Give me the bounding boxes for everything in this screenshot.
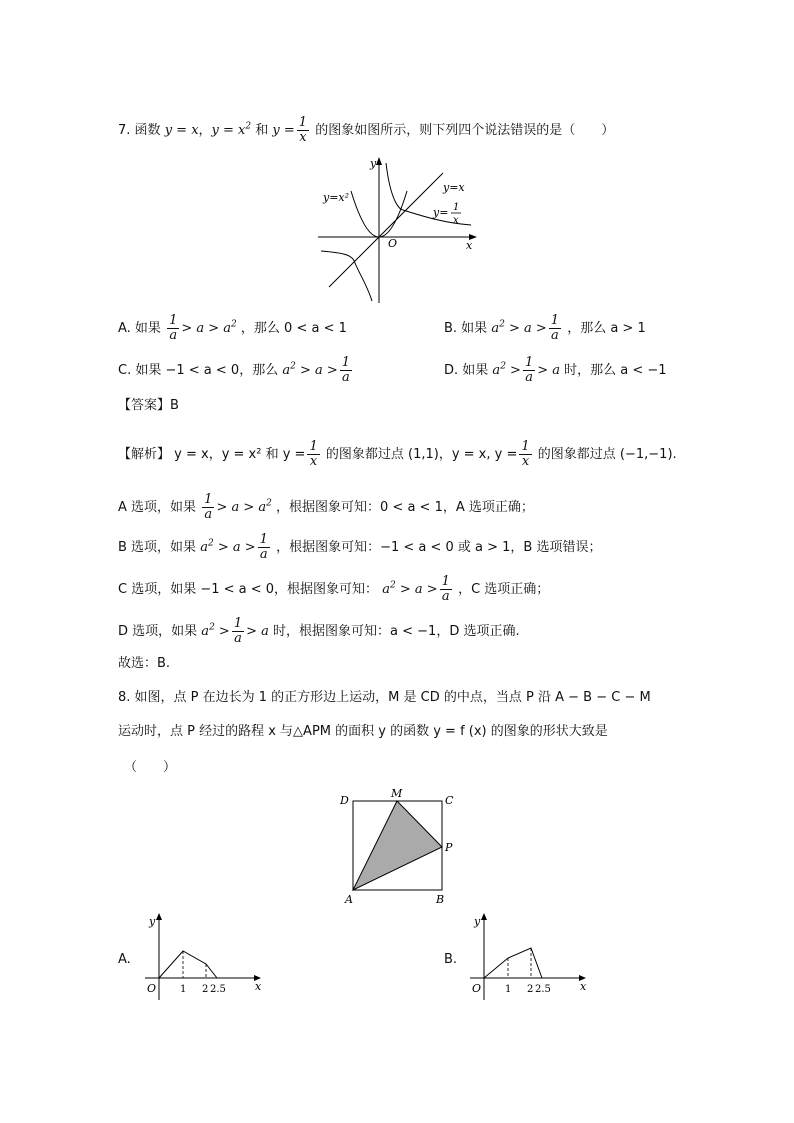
b-tick-2: 2 xyxy=(527,984,534,995)
label-y-inv: y= xyxy=(433,206,449,219)
analysis-head: 【解析】 xyxy=(118,447,171,462)
option-b-pre: B. 如果 xyxy=(444,321,488,336)
label-A: A xyxy=(345,893,353,906)
option-a-pre: A. 如果 xyxy=(118,321,161,336)
q8-option-a-label: A. xyxy=(118,952,131,967)
b-origin: O xyxy=(472,982,482,995)
q7-option-c: C. 如果 −1 < a < 0，那么 $a^2 > a$ > $\frac{1}{a}$ xyxy=(118,355,351,385)
b-tick-1: 1 xyxy=(505,984,512,995)
q7-analysis-a: A 选项，如果 $\frac{1}{a}$ > $a > a^2$ ，根据图象可知：0 < a < 1，A 选项正确； xyxy=(118,492,534,522)
label-P: P xyxy=(445,841,453,854)
q7-stem: 7. 函数 y = x，$y = x^2$ 和 y = $\frac{1}{x}$ 的图象如图所示，则下列四个说法错误的是（ ） xyxy=(118,115,615,145)
q7-conclusion: 故选：B. xyxy=(118,656,171,671)
analysis-b-pre: B 选项，如果 xyxy=(118,540,197,555)
analysis-c-post: ，C 选项正确； xyxy=(458,582,550,597)
option-b-post: ，那么 a > 1 xyxy=(567,321,646,336)
q7-option-d: D. 如果 $a^2$ > $\frac{1}{a}$ > a 时，那么 a < −1 xyxy=(444,355,667,385)
label-axis-y: y xyxy=(370,157,377,170)
option-a-post: ，那么 0 < a < 1 xyxy=(240,321,347,336)
a-axis-y: y xyxy=(149,915,156,928)
option-d-pre: D. 如果 xyxy=(444,363,489,378)
q7-option-a: A. 如果 $\frac{1}{a}$ > $a > a^2$ ，那么 0 < a < 1 xyxy=(118,313,347,343)
label-axis-x: x xyxy=(466,239,473,252)
q8-stem-line3: （ ） xyxy=(124,760,177,775)
analysis-d-pre: D 选项，如果 xyxy=(118,624,198,639)
q7-stem-part3: 的图象如图所示，则下列四个说法错误的是（ ） xyxy=(315,123,615,138)
analysis-l1a: y = x，y = x² 和 y = xyxy=(174,447,306,462)
analysis-a-post: ，根据图象可知：0 < a < 1，A 选项正确； xyxy=(276,500,534,515)
b-tick-2-5: 2.5 xyxy=(535,984,551,995)
svg-text:x: x xyxy=(453,215,459,226)
label-M: M xyxy=(391,787,403,800)
q7-analysis-d: D 选项，如果 $a^2$ > $\frac{1}{a}$ > a 时，根据图象可知：a < −1，D 选项正确. xyxy=(118,616,520,646)
option-d-post: 时，那么 a < −1 xyxy=(564,363,667,378)
label-origin: O xyxy=(388,237,398,250)
q7-analysis-b: B 选项，如果 $a^2 > a$ > $\frac{1}{a}$ ，根据图象可知：−1 < a < 0 或 a > 1，B 选项错误； xyxy=(118,532,602,562)
q7-stem-part1: 7. 函数 xyxy=(118,123,161,138)
analysis-l1b: 的图象都过点 (1,1)，y = x, y = xyxy=(325,447,518,462)
a-axis-x: x xyxy=(255,980,262,993)
b-axis-y: y xyxy=(474,915,481,928)
analysis-c-pre: C 选项，如果 −1 < a < 0，根据图象可知： xyxy=(118,582,379,597)
analysis-b-post: ，根据图象可知：−1 < a < 0 或 a > 1，B 选项错误； xyxy=(276,540,602,555)
q7-function-graph xyxy=(315,155,480,305)
analysis-l1c: 的图象都过点 (−1,−1). xyxy=(537,447,677,462)
b-axis-x: x xyxy=(580,980,587,993)
q8-option-b-label: B. xyxy=(444,952,458,967)
label-y-x2: y=x² xyxy=(323,191,350,204)
label-B: B xyxy=(436,893,445,906)
q7-answer: 【答案】B xyxy=(118,398,179,413)
q8-stem-line2: 运动时，点 P 经过的路程 x 与△APM 的面积 y 的函数 y = f (x) 的图象的形状大致是 xyxy=(118,724,608,739)
label-C: C xyxy=(445,794,454,807)
q7-analysis-line1: 【解析】 y = x，y = x² 和 y = $\frac{1}{x}$ 的图象都过点 (1,1)，y = x, y = $\frac{1}{x}$ 的图象都过点 (−1,−1). xyxy=(118,439,677,469)
q8-option-a-graph xyxy=(140,908,265,1003)
option-c-pre: C. 如果 −1 < a < 0，那么 xyxy=(118,363,279,378)
a-tick-2-5: 2.5 xyxy=(210,984,226,995)
a-origin: O xyxy=(147,982,157,995)
a-tick-1: 1 xyxy=(180,984,187,995)
analysis-a-pre: A 选项，如果 xyxy=(118,500,197,515)
q8-square-figure xyxy=(335,785,460,907)
label-D: D xyxy=(340,794,349,807)
q8-stem-line1: 8. 如图，点 P 在边长为 1 的正方形边上运动，M 是 CD 的中点，当点 P 沿 A − B − C − M xyxy=(118,690,651,705)
q7-analysis-c: C 选项，如果 −1 < a < 0，根据图象可知： $a^2 > a$ > $\frac{1}{a}$ ，C 选项正确； xyxy=(118,574,550,604)
svg-text:1: 1 xyxy=(453,202,460,213)
q7-option-b: B. 如果 $a^2 > a$ > $\frac{1}{a}$ ，那么 a > 1 xyxy=(444,313,646,343)
a-tick-2: 2 xyxy=(202,984,209,995)
label-y-x: y=x xyxy=(443,181,465,194)
q7-stem-part2: 和 xyxy=(255,123,269,138)
q8-option-b-graph xyxy=(465,908,590,1003)
analysis-d-post: 时，根据图象可知：a < −1，D 选项正确. xyxy=(273,624,520,639)
